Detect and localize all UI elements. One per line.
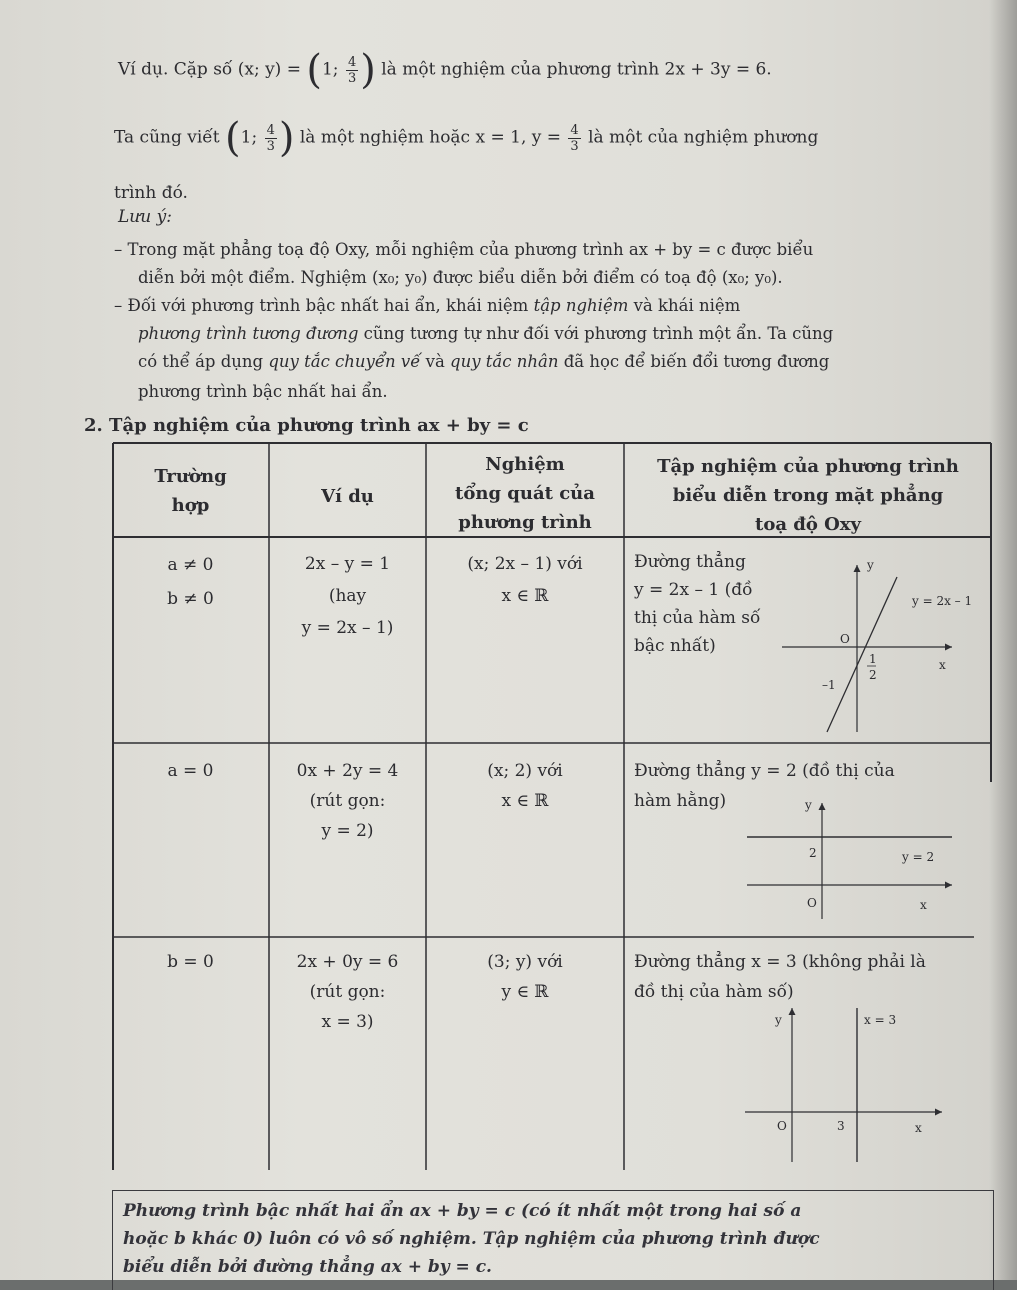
row3-example: 2x + 0y = 6 (rút gọn: x = 3)	[296, 952, 399, 1032]
note-bullet1-line1: – Trong mặt phẳng toạ độ Oxy, mỗi nghiệm của phương trình ax + by = c được biểu	[114, 240, 814, 259]
graph-line-x-equals-3	[737, 1002, 957, 1167]
row1-general: (x; 2x – 1) với x ∈ ℝ	[467, 554, 583, 606]
row3-case: b = 0	[167, 952, 214, 972]
note-bullet2-line4: phương trình bậc nhất hai ẩn.	[138, 382, 388, 401]
row2-example: 0x + 2y = 4 (rút gọn: y = 2)	[296, 761, 399, 841]
note-bullet2-line3: có thể áp dụng quy tắc chuyển vế và quy tắc nhân đã học để biến đổi tương đương	[138, 352, 830, 371]
also-text1: Ta cũng viết	[114, 127, 220, 148]
graph2-tick-2: 2	[809, 846, 817, 860]
also-pair-open: 1;	[240, 127, 258, 148]
graph1-half-num: 1	[869, 652, 877, 666]
note-bullet2-line2: phương trình tương đương cũng tương tự như đối với phương trình một ẩn. Ta cũng	[138, 324, 834, 343]
note-title: Lưu ý:	[118, 207, 172, 227]
example-fraction: $\frac{4}{3}$	[347, 54, 357, 86]
also-text3: là một của nghiệm phương	[588, 127, 819, 148]
graph1-y-label: y	[867, 558, 874, 572]
also-line: Ta cũng viết (1; $\frac{4}{3}$ ) là một nghiệm hoặc x = 1, y = $\frac{4}{3}$ là một của nghiệm phương	[114, 115, 819, 161]
row2-set-text: Đường thẳng y = 2 (đồ thị của hàm hằng)	[634, 761, 895, 811]
example-text-after: là một nghiệm của phương trình 2x + 3y = 6.	[381, 59, 772, 80]
row3-set-text: Đường thẳng x = 3 (không phải là đồ thị của hàm số)	[634, 952, 926, 1002]
graph2-y-label: y	[805, 798, 812, 812]
graph-line-y-2x-minus-1	[772, 557, 987, 737]
also-text2: là một nghiệm hoặc x = 1, y =	[299, 127, 562, 148]
row3-general: (3; y) với y ∈ ℝ	[487, 952, 563, 1002]
example-line: Ví dụ. Cặp số (x; y) = (1; $\frac{4}{3}$ ) là một nghiệm của phương trình 2x + 3y = 6.	[118, 47, 772, 93]
note-bullet2-line1: – Đối với phương trình bậc nhất hai ẩn, khái niệm tập nghiệm và khái niệm	[114, 296, 741, 315]
graph3-x-label: x	[915, 1121, 922, 1135]
graph2-x-label: x	[920, 898, 927, 912]
graph2-line-label: y = 2	[902, 850, 935, 864]
also-fraction: $\frac{4}{3}$	[266, 122, 275, 154]
example-text-before: Cặp số (x; y) =	[173, 59, 301, 80]
row2-case: a = 0	[167, 761, 214, 781]
graph1-line-label: y = 2x – 1	[912, 594, 973, 608]
example-pair-open: 1;	[321, 59, 339, 80]
conclusion-box: Phương trình bậc nhất hai ẩn ax + by = c (có ít nhất một trong hai số a hoặc b khác 0) luôn có vô số nghiệm. Tập nghiệm của phương trình được biểu diễn bởi đường thẳng ax + by = c.	[112, 1190, 994, 1290]
graph1-minus1: –1	[822, 678, 836, 692]
row1-set-text: Đường thẳng y = 2x – 1 (đồ thị của hàm số bậc nhất)	[634, 552, 761, 656]
example-prefix: Ví dụ.	[118, 59, 169, 80]
page-edge-shadow	[989, 0, 1017, 1280]
also-line-2: trình đó.	[114, 183, 188, 203]
row1-example: 2x – y = 1 (hay y = 2x – 1)	[301, 554, 394, 638]
row2-general: (x; 2) với x ∈ ℝ	[487, 761, 563, 811]
graph3-tick-3: 3	[837, 1119, 845, 1133]
note-bullet1-line2: diễn bởi một điểm. Nghiệm (x₀; y₀) được biểu diễn bởi điểm có toạ độ (x₀; y₀).	[138, 268, 783, 287]
graph1-x-label: x	[939, 658, 946, 672]
header-case: Trường hợp	[154, 466, 227, 516]
graph1-half-den: 2	[869, 668, 877, 682]
graph3-origin: O	[777, 1119, 787, 1133]
section-title: 2. Tập nghiệm của phương trình ax + by = c	[84, 415, 529, 436]
row1-case: a ≠ 0 b ≠ 0	[167, 555, 214, 609]
graph1-origin: O	[840, 632, 850, 646]
graph3-line-label: x = 3	[864, 1013, 897, 1027]
solution-set-table	[112, 442, 992, 1170]
graph3-y-label: y	[775, 1013, 782, 1027]
header-general-solution: Nghiệm tổng quát của phương trình	[455, 454, 595, 533]
graph-line-y-equals-2	[737, 797, 967, 922]
also-fraction-2: $\frac{4}{3}$	[570, 122, 579, 154]
header-solution-set: Tập nghiệm của phương trình biểu diễn trong mặt phẳng toạ độ Oxy	[657, 456, 959, 535]
header-example: Ví dụ	[321, 486, 374, 507]
graph2-origin: O	[807, 896, 817, 910]
